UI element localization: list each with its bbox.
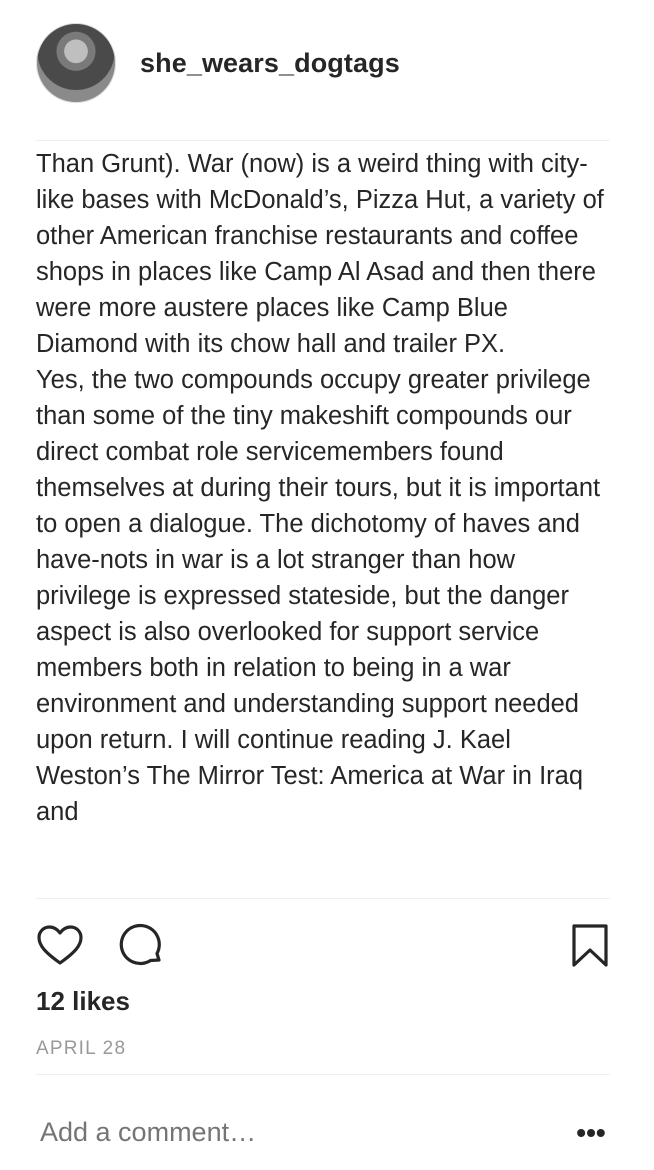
- like-button[interactable]: [36, 922, 84, 970]
- bookmark-icon: [566, 922, 614, 970]
- divider: [36, 1074, 610, 1075]
- heart-outline-icon: [36, 922, 84, 970]
- add-comment-input[interactable]: [40, 1112, 540, 1152]
- caption-paragraph-1: Than Grunt). War (now) is a weird thing with city-like bases with McDonald’s, Pizza Hut, a variety of other American franchise restaurants and coffee shops in places like Camp Al Asad and then there were more austere places like Camp Blue Diamond with its chow hall and trailer PX.: [36, 150, 604, 358]
- speech-bubble-icon: [118, 922, 166, 970]
- avatar[interactable]: [36, 23, 116, 103]
- caption: [36, 142, 616, 897]
- likes-count[interactable]: 12 likes: [36, 986, 130, 1016]
- post-header: [36, 22, 616, 104]
- divider: [36, 898, 610, 899]
- save-button[interactable]: [566, 922, 606, 970]
- ellipsis-icon[interactable]: •••: [576, 1117, 606, 1148]
- caption-paragraph-2: Yes, the two compounds occupy greater privilege than some of the tiny makeshift compounds our direct combat role servicemembers found themselves at during their tours, but it is important to open a dialogue. The dichotomy of haves and have-nots in war is a lot stranger than how privilege is expressed stateside, but the danger aspect is also overlooked for support service members both in relation to being in a war environment and understanding support needed upon return. I will continue reading J. Kael Weston’s The Mirror Test: America at War in Iraq and: [36, 366, 601, 826]
- post-date: APRIL 28: [36, 1038, 127, 1059]
- username[interactable]: she_wears_dogtags: [140, 47, 400, 78]
- comment-button[interactable]: [118, 922, 166, 970]
- action-bar: [36, 922, 610, 970]
- divider: [36, 140, 610, 141]
